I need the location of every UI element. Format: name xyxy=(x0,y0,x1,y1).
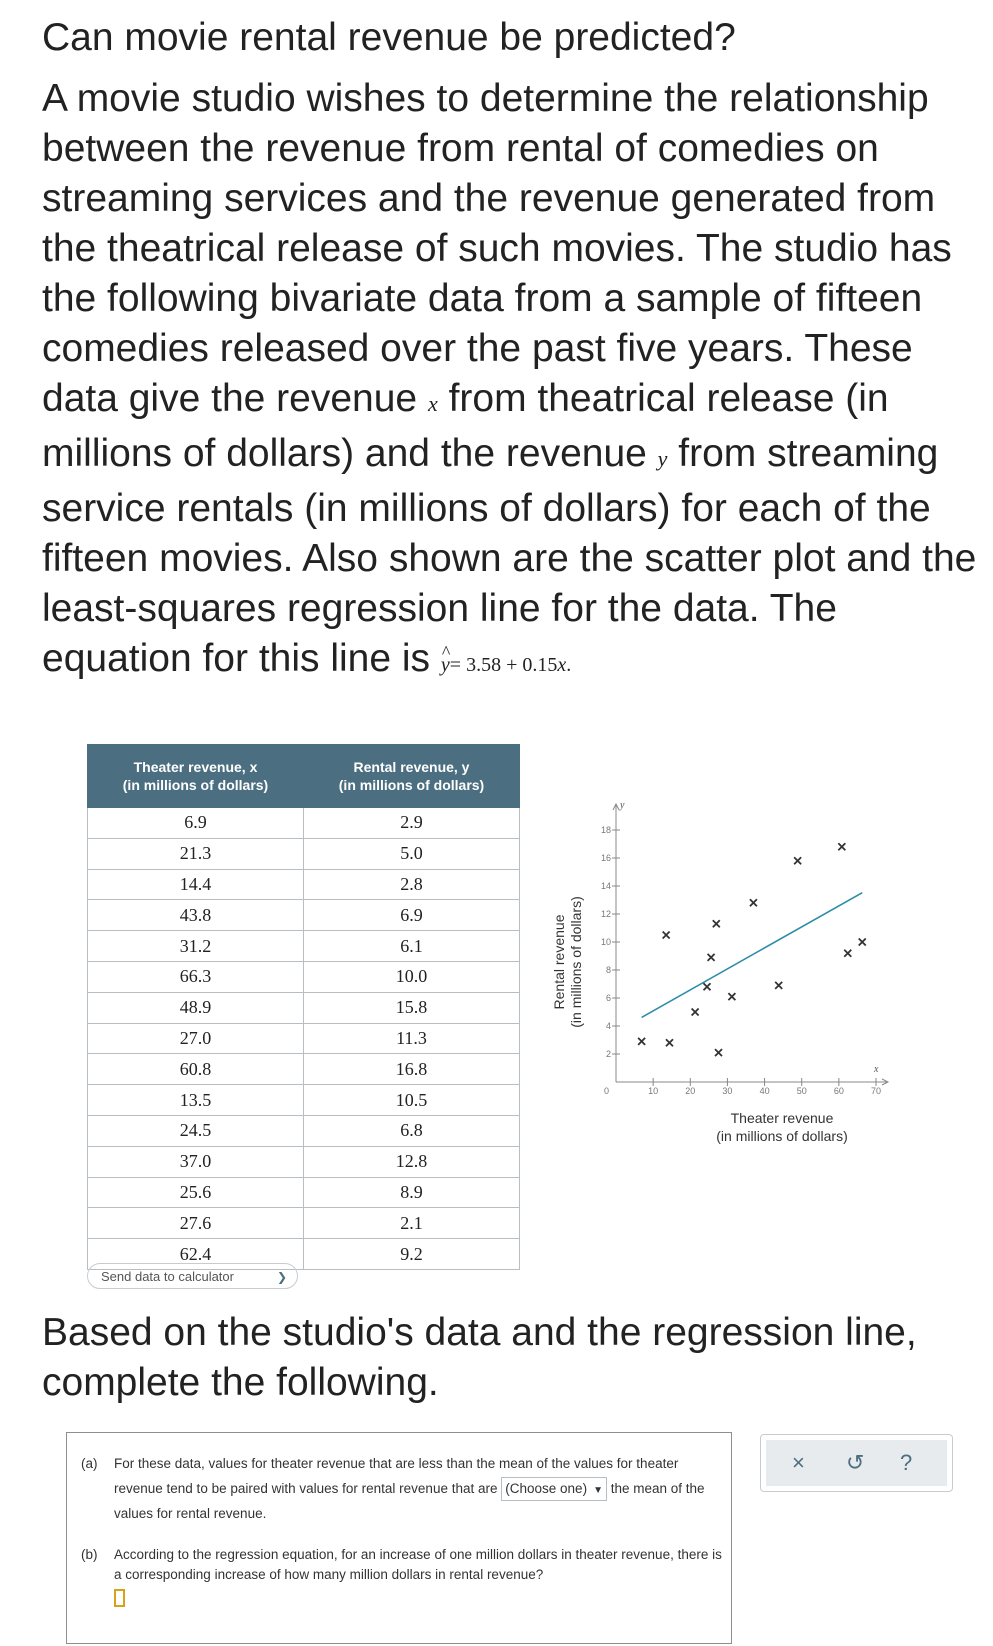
theater-cell: 14.4 xyxy=(88,869,304,900)
y-tick-label: 18 xyxy=(600,825,611,835)
theater-cell: 66.3 xyxy=(88,961,304,992)
scatter-plot xyxy=(550,800,930,1170)
table-row xyxy=(88,900,520,931)
y-tick-label: 14 xyxy=(600,881,611,891)
chevron-down-icon: ❯ xyxy=(276,1270,287,1284)
data-point xyxy=(728,993,735,1000)
intro-text-2: from theatrical release (in millions of dollars) and the revenue xyxy=(42,377,889,475)
equation-body: = 3.58 + 0.15 xyxy=(449,654,558,676)
y-tick-label: 12 xyxy=(600,909,611,919)
rental-cell: 5.0 xyxy=(304,838,520,869)
theater-cell: 31.2 xyxy=(88,931,304,962)
answer-box xyxy=(66,1432,732,1644)
toolbox xyxy=(760,1434,953,1492)
data-point xyxy=(794,857,801,864)
x-tick-label: 60 xyxy=(833,1086,844,1096)
x-tick-label: 40 xyxy=(759,1086,770,1096)
part-b-question: According to the regression equation, for an increase of one million dollars in theater revenue, there is a corresponding increase of how many million dollars in rental revenue? xyxy=(114,1547,722,1582)
part-a-text xyxy=(114,1451,729,1526)
theater-cell: 37.0 xyxy=(88,1146,304,1177)
origin-label: 0 xyxy=(604,1086,610,1096)
rental-cell: 11.3 xyxy=(304,1023,520,1054)
theater-cell: 43.8 xyxy=(88,900,304,931)
table-row xyxy=(88,1115,520,1146)
y-tick-label: 16 xyxy=(600,853,611,863)
table-row xyxy=(88,808,520,839)
theater-cell: 48.9 xyxy=(88,992,304,1023)
data-point xyxy=(713,920,720,927)
data-point xyxy=(663,932,670,939)
table-row xyxy=(88,961,520,992)
table-row xyxy=(88,1208,520,1239)
data-point xyxy=(666,1039,673,1046)
rental-cell: 10.0 xyxy=(304,961,520,992)
theater-cell: 60.8 xyxy=(88,1054,304,1085)
var-x: x xyxy=(427,391,438,416)
section-instructions: Based on the studio's data and the regression line, complete the following. xyxy=(42,1311,917,1404)
rental-cell: 2.1 xyxy=(304,1208,520,1239)
table-row xyxy=(88,931,520,962)
x-axis-label-units: (in millions of dollars) xyxy=(716,1128,848,1144)
data-point xyxy=(708,954,715,961)
y-tick-label: 10 xyxy=(600,937,611,947)
part-b-answer-input[interactable] xyxy=(114,1589,125,1607)
x-tick-label: 30 xyxy=(722,1086,733,1096)
y-axis-label: Rental revenue xyxy=(551,914,567,1010)
y-tick-label: 8 xyxy=(605,965,611,975)
part-a-text-1: For these data, values for theater revenue that are less than the mean of the values for theater revenue tend to be paired with values for rental revenue that are xyxy=(114,1456,679,1496)
data-point xyxy=(838,843,845,850)
toolbox-inner xyxy=(766,1440,947,1486)
theater-cell: 21.3 xyxy=(88,838,304,869)
y-hat: ^ y xyxy=(441,640,450,690)
intro-text-3: from streaming service rentals (in millions of dollars) for each of the fifteen movies. Also shown are the scatter plot and the least-squares regression line for the data. The equation for this line is xyxy=(42,432,977,680)
rental-cell: 15.8 xyxy=(304,992,520,1023)
data-point xyxy=(859,939,866,946)
rental-cell: 12.8 xyxy=(304,1146,520,1177)
data-point xyxy=(750,899,757,906)
help-icon[interactable]: ? xyxy=(900,1450,913,1475)
send-data-label: Send data to calculator xyxy=(101,1269,234,1284)
question-title: Can movie rental revenue be predicted? xyxy=(42,16,736,59)
data-point xyxy=(715,1049,722,1056)
question-intro xyxy=(42,74,987,690)
theater-cell: 27.6 xyxy=(88,1208,304,1239)
var-y: y xyxy=(657,446,668,471)
data-point xyxy=(692,1009,699,1016)
rental-cell: 6.8 xyxy=(304,1115,520,1146)
choose-one-select[interactable]: (Choose one) ▼ xyxy=(501,1477,607,1501)
rental-cell: 8.9 xyxy=(304,1177,520,1208)
theater-cell: 13.5 xyxy=(88,1085,304,1116)
intro-text-1: A movie studio wishes to determine the relationship between the revenue from rental of comedies on streaming services and the revenue generated from the theatrical release of such movies. The studio has the following bivariate data from a sample of fifteen comedies released over the past five years. These data give the revenue xyxy=(42,77,952,420)
data-point xyxy=(638,1038,645,1045)
data-point xyxy=(775,982,782,989)
data-table xyxy=(87,744,520,1270)
x-axis-var: x xyxy=(874,1064,879,1075)
rental-cell: 6.9 xyxy=(304,900,520,931)
rental-cell: 2.8 xyxy=(304,869,520,900)
clear-icon[interactable]: × xyxy=(792,1450,805,1475)
rental-cell: 16.8 xyxy=(304,1054,520,1085)
theater-cell: 25.6 xyxy=(88,1177,304,1208)
rental-cell: 6.1 xyxy=(304,931,520,962)
table-row xyxy=(88,1023,520,1054)
rental-cell: 9.2 xyxy=(304,1239,520,1270)
col-header-theater: Theater revenue, x (in millions of dollars) xyxy=(88,745,304,808)
y-tick-label: 2 xyxy=(605,1049,611,1059)
table-row xyxy=(88,1054,520,1085)
dropdown-arrow-icon: ▼ xyxy=(593,1485,603,1496)
theater-cell: 24.5 xyxy=(88,1115,304,1146)
table-row xyxy=(88,869,520,900)
table-row xyxy=(88,1146,520,1177)
y-axis-label-units: (in millions of dollars) xyxy=(568,896,584,1028)
x-axis-label: Theater revenue xyxy=(730,1110,834,1126)
x-tick-label: 70 xyxy=(870,1086,882,1096)
x-tick-label: 20 xyxy=(685,1086,696,1096)
part-a-letter: (a) xyxy=(81,1456,98,1471)
y-axis-var: y xyxy=(620,800,625,811)
rental-cell: 2.9 xyxy=(304,808,520,839)
undo-icon[interactable]: ↺ xyxy=(846,1450,865,1475)
x-tick-label: 10 xyxy=(648,1086,659,1096)
table-row xyxy=(88,838,520,869)
regression-line xyxy=(642,893,863,1018)
data-point xyxy=(704,983,711,990)
y-tick-label: 4 xyxy=(605,1021,611,1031)
x-tick-label: 50 xyxy=(796,1086,807,1096)
data-point xyxy=(844,950,851,957)
send-data-button[interactable] xyxy=(87,1263,298,1289)
part-b-letter: (b) xyxy=(81,1547,98,1562)
part-a-text-2: the mean of the values for rental revenue. xyxy=(114,1481,705,1521)
part-b-text xyxy=(114,1545,729,1613)
table-row xyxy=(88,992,520,1023)
theater-cell: 62.4 xyxy=(88,1239,304,1270)
table-row xyxy=(88,1177,520,1208)
y-tick-label: 6 xyxy=(605,993,611,1003)
equation-x: x xyxy=(557,654,567,676)
rental-cell: 10.5 xyxy=(304,1085,520,1116)
theater-cell: 27.0 xyxy=(88,1023,304,1054)
table-row xyxy=(88,1085,520,1116)
regression-equation xyxy=(441,654,571,676)
col-header-rental: Rental revenue, y (in millions of dollars) xyxy=(304,745,520,808)
equation-end: . xyxy=(566,654,572,676)
theater-cell: 6.9 xyxy=(88,808,304,839)
